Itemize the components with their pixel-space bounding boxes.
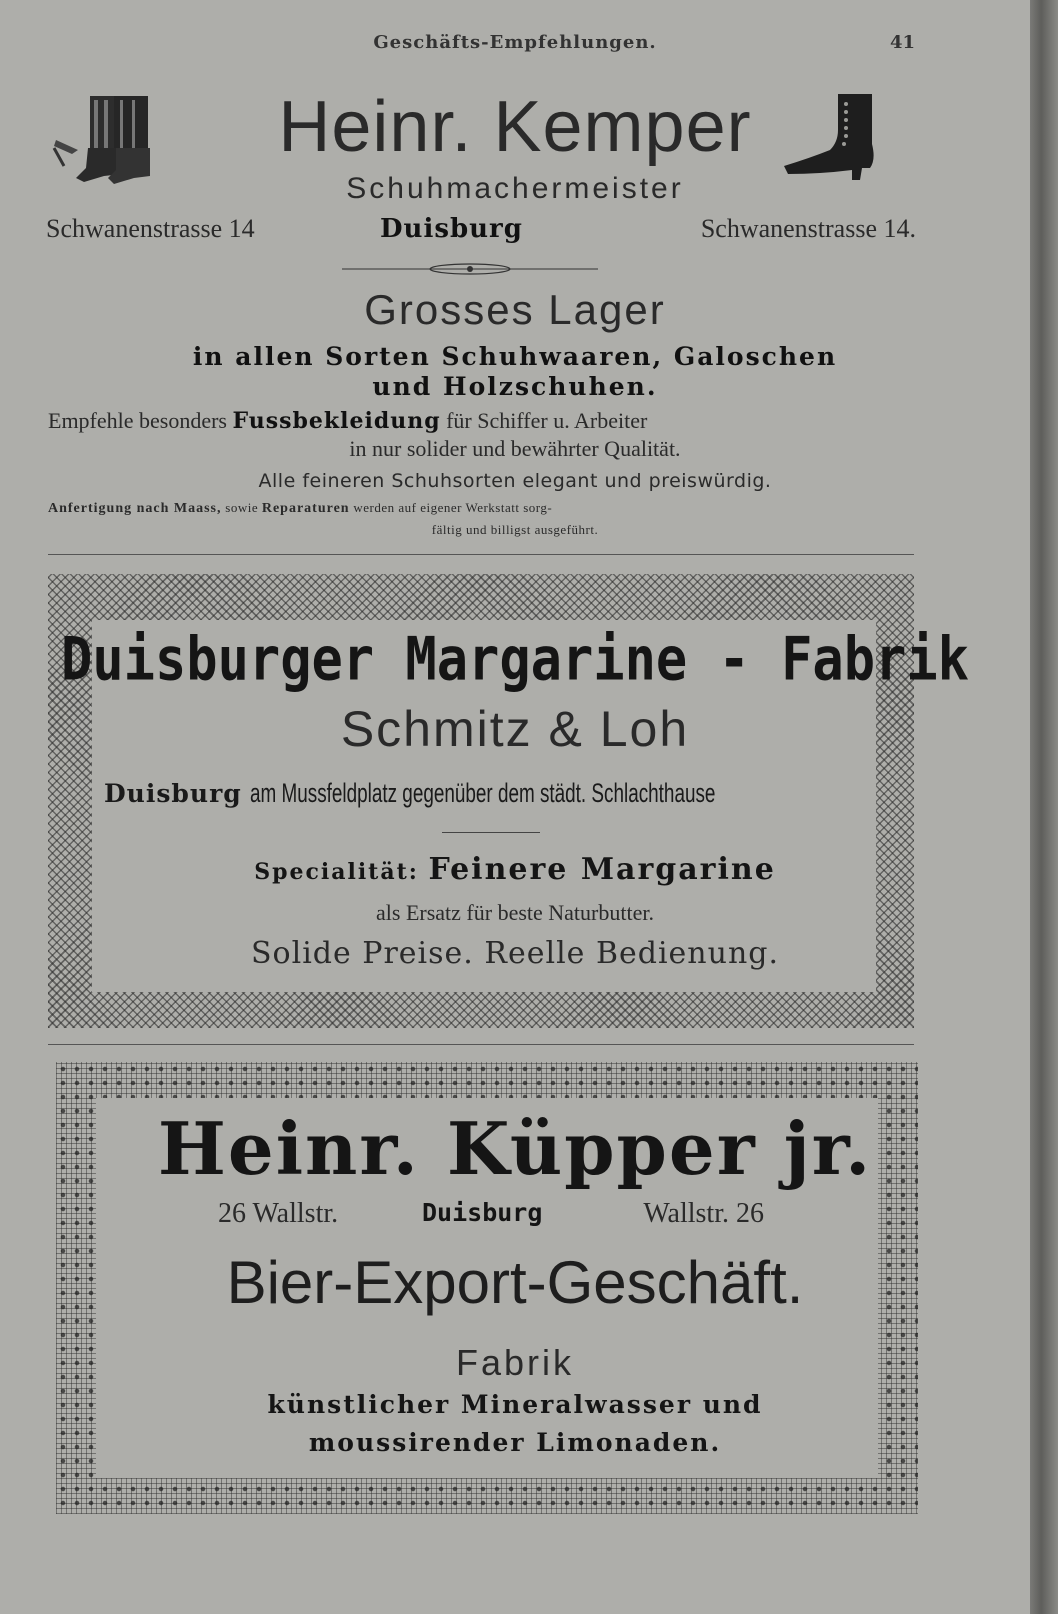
running-header: Geschäfts-Empfehlungen. bbox=[373, 32, 657, 53]
address-left: Schwanenstrasse 14 bbox=[46, 214, 255, 243]
margarine-location bbox=[104, 778, 884, 809]
recommend-prefix: Empfehle besonders bbox=[48, 408, 227, 433]
custom-1b: sowie bbox=[225, 500, 259, 515]
kuepper-name: Heinr. Küpper jr. bbox=[157, 1106, 873, 1191]
margarine-substitute: als Ersatz für beste Naturbutter. bbox=[376, 900, 654, 925]
city-name: Duisburg bbox=[380, 214, 523, 244]
kuepper-business: Bier-Export-Geschäft. bbox=[226, 1249, 804, 1316]
kemper-address-row bbox=[46, 214, 916, 250]
kuepper-address-row bbox=[214, 1198, 774, 1238]
kuepper-line-2: moussirender Limonaden. bbox=[308, 1428, 722, 1457]
ornament-divider bbox=[342, 262, 598, 276]
kemper-recommend-line bbox=[48, 408, 914, 434]
kemper-name: Heinr. Kemper bbox=[278, 87, 752, 167]
address-left: 26 Wallstr. bbox=[218, 1198, 339, 1229]
recommend-suffix: für Schiffer u. Arbeiter bbox=[446, 408, 648, 433]
custom-1a: Anfertigung nach Maass, bbox=[48, 501, 222, 516]
address-right: Wallstr. 26 bbox=[643, 1198, 764, 1229]
kuepper-line-1: künstlicher Mineralwasser und bbox=[267, 1390, 763, 1419]
short-divider bbox=[442, 832, 540, 833]
city-name: Duisburg bbox=[104, 779, 242, 808]
custom-1c: Reparaturen bbox=[261, 501, 350, 516]
specialty-label: Specialität: bbox=[254, 859, 419, 885]
kemper-custom-line bbox=[48, 500, 914, 517]
kemper-custom-line-2: fältig und billigst ausgeführt. bbox=[431, 522, 599, 537]
margarine-owners: Schmitz & Loh bbox=[340, 701, 690, 757]
kemper-elegant: Alle feineren Schuhsorten elegant und preiswürdig. bbox=[258, 470, 772, 492]
specialty-value: Feinere Margarine bbox=[428, 852, 776, 887]
location-text: am Mussfeldplatz gegenüber dem städt. Schlachthause bbox=[250, 778, 716, 808]
page-edge bbox=[1030, 0, 1058, 1614]
recommend-bold: Fussbekleidung bbox=[232, 408, 441, 434]
margarine-specialty bbox=[0, 852, 1030, 887]
address-right: Schwanenstrasse 14. bbox=[700, 214, 916, 243]
kemper-quality: in nur solider und bewährter Qualität. bbox=[349, 436, 681, 461]
custom-1d: werden auf eigener Werkstatt sorg- bbox=[353, 500, 553, 515]
margarine-title: Duisburger Margarine - Fabrik bbox=[61, 625, 969, 695]
kemper-profession: Schuhmachermeister bbox=[346, 172, 684, 205]
section-divider bbox=[48, 1044, 914, 1045]
kemper-line-1: in allen Sorten Schuhwaaren, Galoschen bbox=[192, 342, 838, 371]
kemper-line-2: und Holzschuhen. bbox=[372, 372, 658, 401]
margarine-slogan: Solide Preise. Reelle Bedienung. bbox=[250, 936, 780, 971]
kemper-headline: Grosses Lager bbox=[364, 286, 666, 333]
section-divider bbox=[48, 554, 914, 555]
kuepper-fabrik: Fabrik bbox=[455, 1342, 575, 1383]
city-name: Duisburg bbox=[422, 1198, 543, 1227]
page-number: 41 bbox=[890, 32, 916, 53]
